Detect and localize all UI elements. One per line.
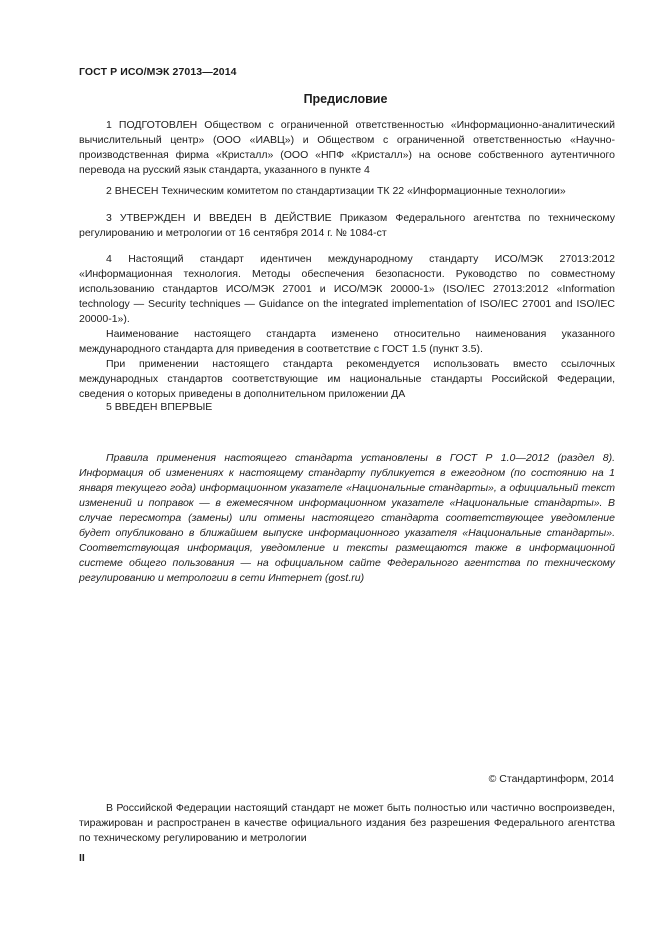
- paragraph: 3 УТВЕРЖДЕН И ВВЕДЕН В ДЕЙСТВИЕ Приказом Федерального агентства по техническому регулированию и метрологии от 16 сентября 2014 г. № 1084-ст: [79, 212, 615, 239]
- paragraph: 5 ВВЕДЕН ВПЕРВЫЕ: [106, 401, 213, 413]
- page-title: Предисловие: [303, 92, 388, 106]
- paragraph: 1 ПОДГОТОВЛЕН Обществом с ограниченной ответственностью «Информационно-аналитический вычислительный центр» (ООО «ИАВЦ») и Обществом с ограниченной ответственностью «Научно-производственная фирма «Кристалл» (ООО «НПФ «Кристалл») на основе собственного аутентичного перевода на русский язык стандарта, указанного в пункте 4: [79, 119, 615, 176]
- foreword-item-4: [79, 252, 615, 402]
- running-header: ГОСТ Р ИСО/МЭК 27013—2014: [79, 66, 237, 78]
- notice-block: [79, 451, 615, 586]
- copyright: © Стандартинформ, 2014: [488, 773, 614, 785]
- notice-text: Правила применения настоящего стандарта установлены в ГОСТ Р 1.0—2012 (раздел 8). Информация об изменениях к настоящему стандарту публикуется в ежегодном (по состоянию на 1 января текущего года) информационном указателе «Национальные стандарты», а официальный текст изменений и поправок — в ежемесячном информационном указателе «Национальные стандарты». В случае пересмотра (замены) или отмены настоящего стандарта соответствующее уведомление будет опубликовано в ближайшем выпуске информационного указателя «Национальные стандарты». Соответствующая информация, уведомление и тексты размещаются также в информационной системе общего пользования — на официальном сайте Федерального агентства по техническому регулированию и метрологии в сети Интернет (gost.ru): [79, 452, 615, 584]
- foreword-item-5: [79, 400, 615, 415]
- foreword-item-2: [79, 184, 615, 199]
- foreword-item-3: [79, 211, 615, 241]
- paragraph: 4 Настоящий стандарт идентичен международному стандарту ИСО/МЭК 27013:2012 «Информационная технология. Методы обеспечения безопасности. Руководство по совместному использованию стандартов ИСО/МЭК 27001 и ИСО/МЭК 20000-1» (ISO/IEC 27013:2012 «Information technology — Security techniques — Guidance on the integrated implementation of ISO/IEC 27001 and ISO/IEC 20000-1»).: [79, 253, 615, 325]
- paragraph: Наименование настоящего стандарта изменено относительно наименования указанного международного стандарта для приведения в соответствие с ГОСТ 1.5 (пункт 3.5).: [79, 328, 615, 355]
- rights-notice: [79, 801, 615, 846]
- paragraph: При применении настоящего стандарта рекомендуется использовать вместо ссылочных международных стандартов соответствующие им национальные стандарты Российской Федерации, сведения о которых приведены в дополнительном приложении ДА: [79, 358, 615, 400]
- paragraph: 2 ВНЕСЕН Техническим комитетом по стандартизации ТК 22 «Информационные технологии»: [106, 185, 566, 197]
- page-number: II: [79, 852, 85, 864]
- foreword-item-1: [79, 118, 615, 178]
- rights-text: В Российской Федерации настоящий стандарт не может быть полностью или частично воспроизведен, тиражирован и распространен в качестве официального издания без разрешения Федерального агентства по техническому регулированию и метрологии: [79, 802, 615, 844]
